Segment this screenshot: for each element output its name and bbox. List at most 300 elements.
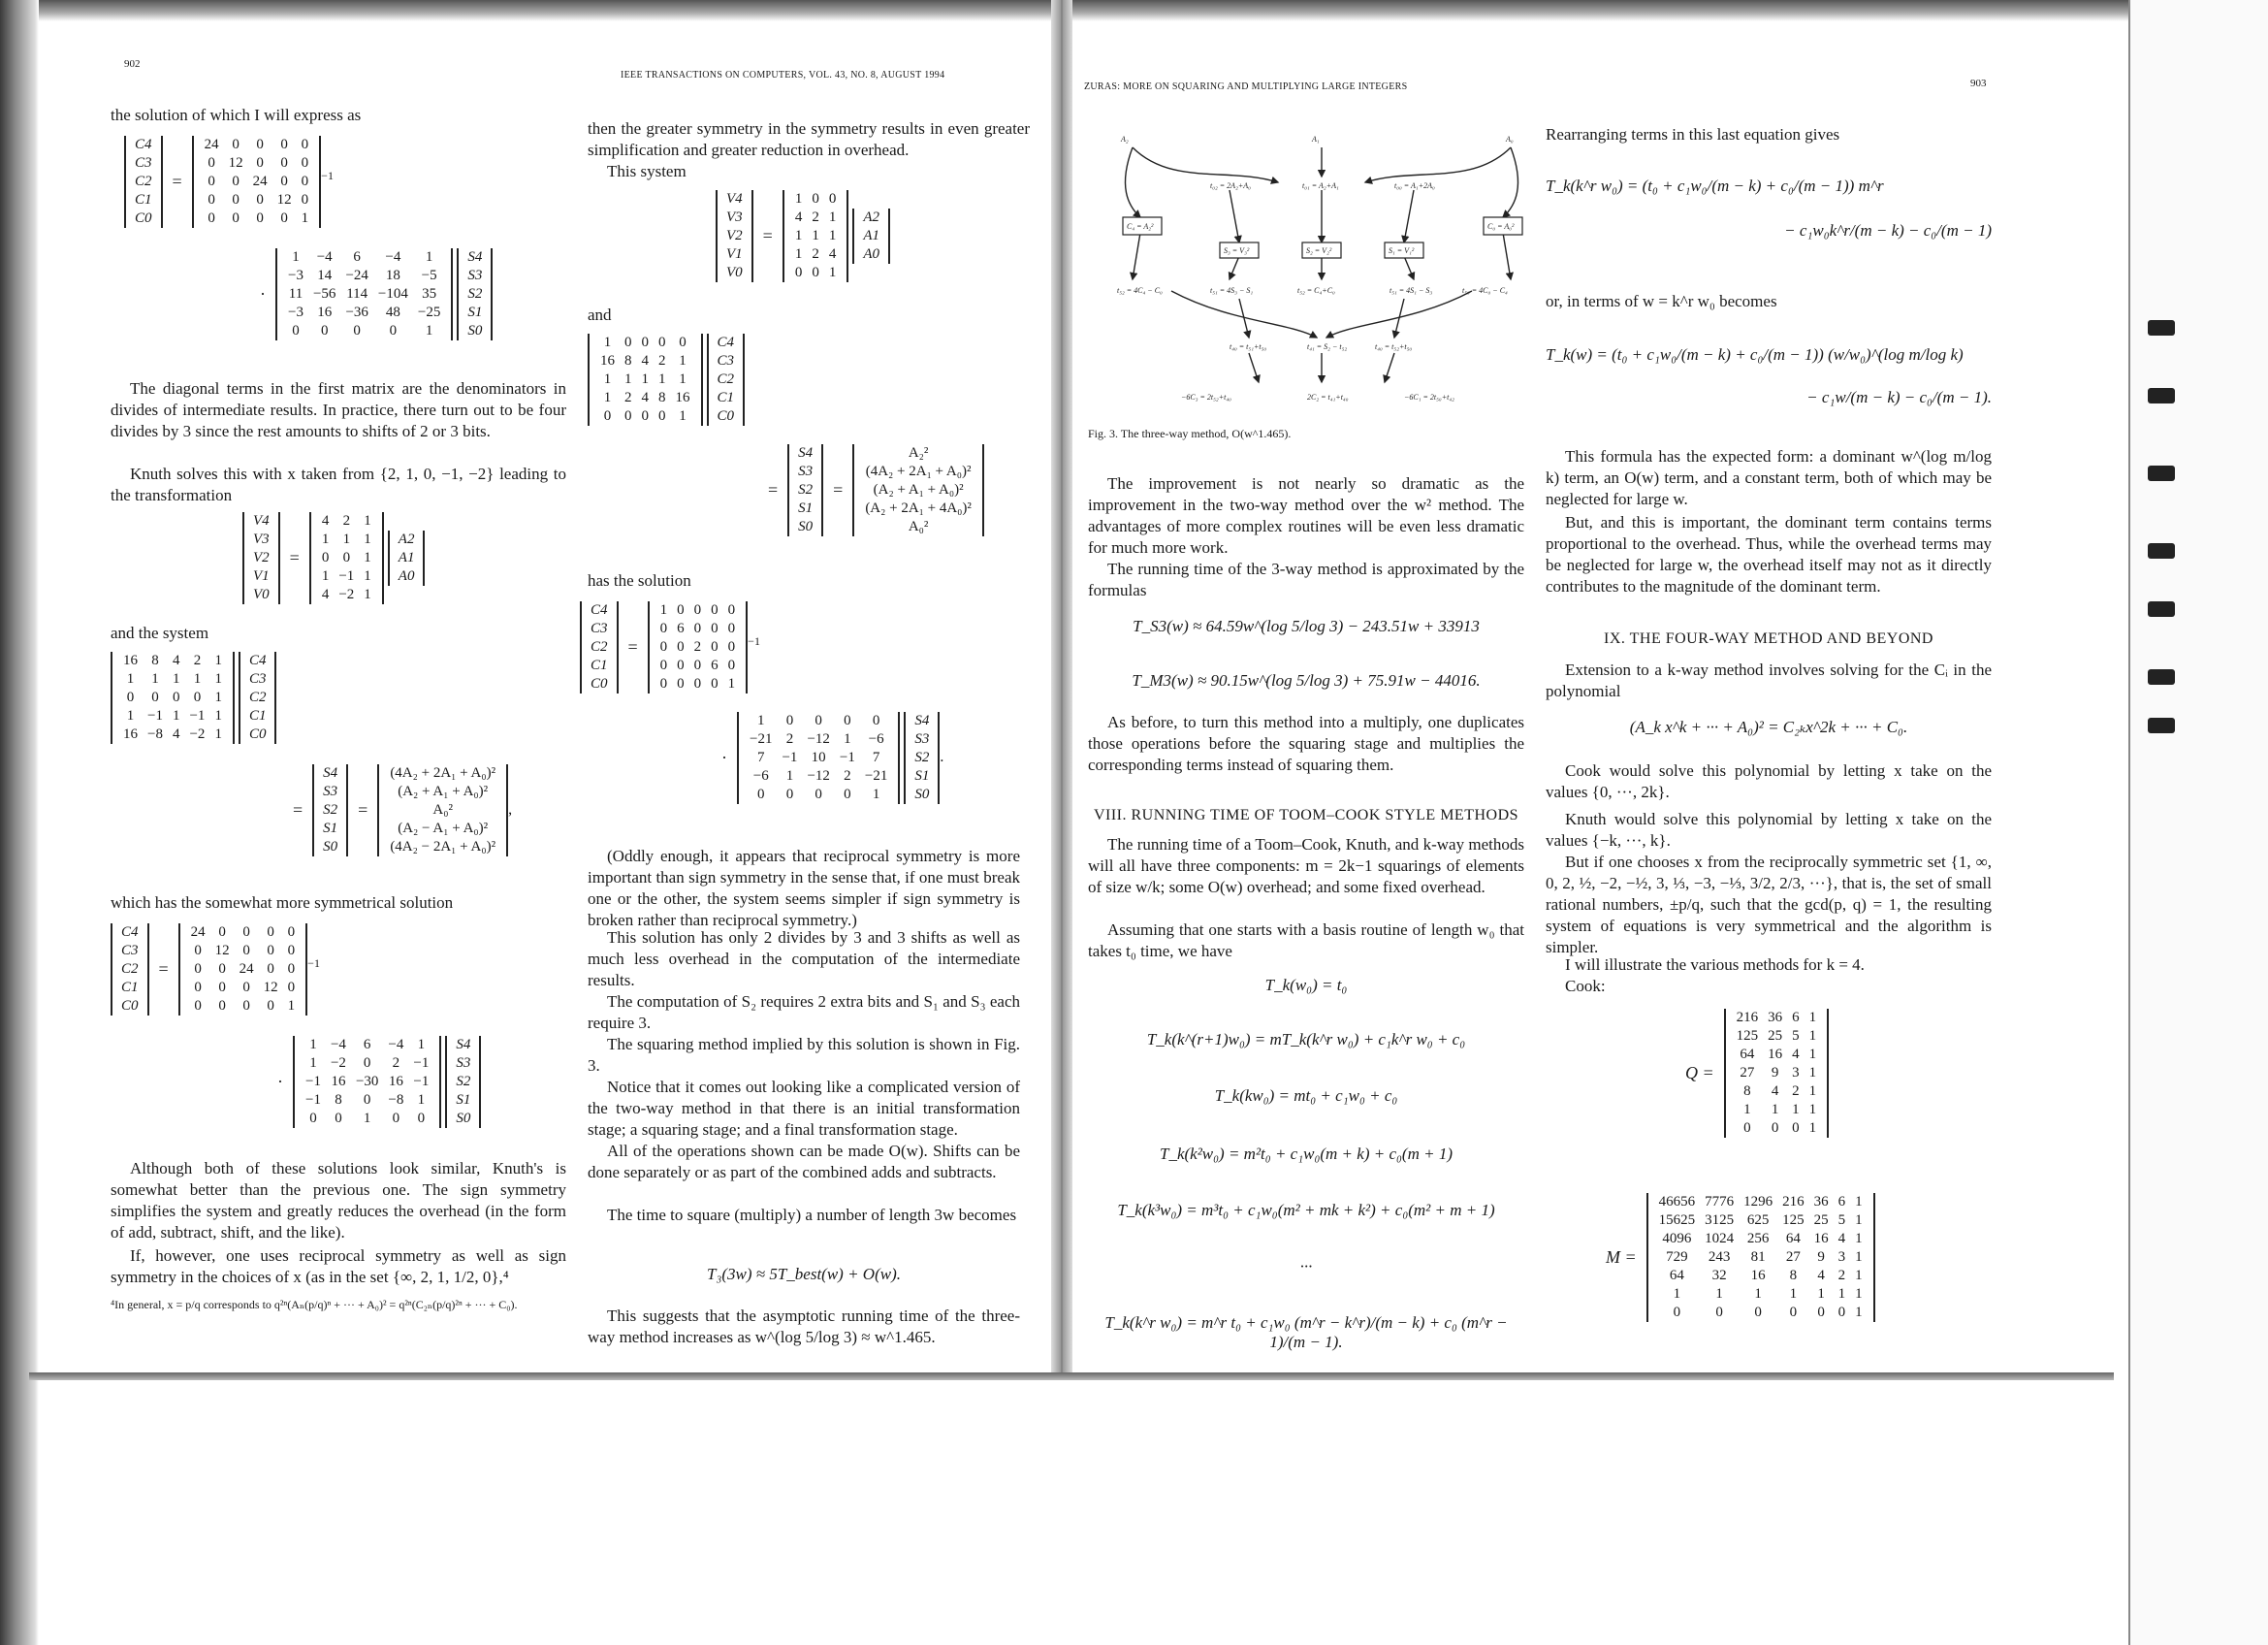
knuth-transform-matrix bbox=[293, 1036, 441, 1128]
matrix-cell: 1 bbox=[1808, 1120, 1817, 1136]
matrix-cell: 1 bbox=[301, 210, 309, 226]
matrix-cell: 12 bbox=[214, 943, 230, 958]
matrix-cell: 24 bbox=[190, 924, 206, 940]
vector-row bbox=[860, 481, 976, 500]
matrix-cell: 625 bbox=[1746, 1212, 1770, 1228]
s-vector bbox=[457, 248, 493, 340]
matrix-cell: 1 bbox=[214, 653, 222, 668]
matrix-cell: 1 bbox=[828, 228, 837, 243]
equation-recip-rhs: = S4 S3 S2 S1 S0 = A₂² (4A₂ + 2A₁ + A₀)² (A₂ + A₁ + A₀)² (A₂ + 2A₁ + 4A₀)² A₀² bbox=[762, 444, 984, 536]
vector-row bbox=[320, 764, 340, 783]
vector-row bbox=[911, 712, 932, 730]
vector-row bbox=[246, 726, 270, 744]
matrix-cell: 4 bbox=[321, 587, 330, 602]
matrix-cell: −21 bbox=[864, 768, 888, 784]
matrix-cell: 0 bbox=[256, 210, 264, 226]
matrix-cell: 0 bbox=[301, 174, 309, 189]
vector-row bbox=[132, 136, 155, 154]
matrix-cell: 12 bbox=[276, 192, 292, 208]
matrix-cell: 64 bbox=[1740, 1047, 1755, 1062]
matrix-cell: 0 bbox=[320, 323, 329, 339]
matrix-cell: 1 bbox=[1855, 1194, 1863, 1210]
svg-text:C₄ = A₂²: C₄ = A₂² bbox=[1127, 222, 1154, 231]
vector-row bbox=[860, 500, 976, 518]
vector-row bbox=[453, 1036, 473, 1054]
vector-cell: C1 bbox=[248, 708, 267, 724]
matrix-row bbox=[745, 712, 892, 730]
equation-polynomial: (A_k x^k + ··· + A₀)² = C₂ₖx^2k + ··· + C₀. bbox=[1629, 718, 1908, 736]
matrix-cell: 1 bbox=[425, 323, 433, 339]
matrix-cell: 7776 bbox=[1705, 1194, 1735, 1210]
matrix-cell: 4 bbox=[828, 246, 837, 262]
vector-row bbox=[250, 586, 272, 604]
page-number-right: 903 bbox=[1970, 78, 1987, 89]
matrix-row bbox=[118, 670, 227, 689]
vector-cell: C1 bbox=[121, 980, 139, 995]
para-then: then the greater symmetry in the symmetry results in even greater simplification and greater reduction in overhead. bbox=[588, 119, 1030, 159]
vector-cell: C2 bbox=[248, 690, 267, 705]
c-vector bbox=[707, 334, 746, 426]
matrix-cell: 1 bbox=[1817, 1286, 1825, 1302]
matrix-cell: 0 bbox=[172, 690, 180, 705]
s-vector bbox=[904, 712, 940, 804]
matrix-cell: 5 bbox=[1792, 1028, 1800, 1044]
matrix-cell: 0 bbox=[232, 137, 240, 152]
matrix-cell: 16 bbox=[600, 353, 615, 369]
matrix-row bbox=[745, 767, 892, 786]
vector-row bbox=[118, 923, 142, 942]
vector-cell: S2 bbox=[798, 482, 814, 498]
matrix-cell: 0 bbox=[292, 323, 300, 339]
matrix-cell: 1 bbox=[794, 191, 803, 207]
book-gutter bbox=[1051, 0, 1072, 1377]
matrix-cell: −3 bbox=[288, 305, 303, 320]
svg-text:t₅₂ = 4C₄ − C₀: t₅₂ = 4C₄ − C₀ bbox=[1117, 286, 1163, 295]
matrix-row bbox=[118, 689, 227, 707]
matrix-cell: 0 bbox=[321, 550, 330, 565]
matrix-cell: 1 bbox=[214, 690, 222, 705]
matrix-row bbox=[655, 638, 741, 657]
equation-recip-solution-transform: · 1 0 0 0 0 −21 2 −12 1 −6 7 −1 10 −1 7 −6 1 −12 2 −21 0 0 0 0 1 S4 S3 S2 S1 S0 . bbox=[721, 713, 944, 802]
diag-matrix bbox=[192, 136, 322, 228]
para-notice: Notice that it comes out looking like a complicated version of the two-way method in that there is an initial transformation stage; a squaring stage; and a final transformation stage. bbox=[588, 1078, 1020, 1139]
matrix-cell: 2 bbox=[812, 210, 819, 225]
para-only: This solution has only 2 divides by 3 and 3 shifts as well as much less overhead in the computation of the intermediate results. bbox=[588, 928, 1020, 989]
page-number-left: 902 bbox=[124, 58, 141, 70]
svg-text:C₀ = A₀²: C₀ = A₀² bbox=[1487, 222, 1515, 231]
matrix-cell: 1 bbox=[756, 713, 765, 728]
matrix-cell: 12 bbox=[263, 980, 278, 995]
para-oddly: (Oddly enough, it appears that reciprocal symmetry is more important than sign symmetry in the sense that, if one must break one or the other, the system seems simpler if sign symmetry is broken rather than reciprocal symmetry.) bbox=[588, 847, 1020, 929]
equation-knuth-system bbox=[111, 652, 276, 744]
matrix-row bbox=[186, 923, 301, 942]
matrix-row bbox=[283, 304, 445, 322]
matrix-cell: 4 bbox=[172, 726, 180, 742]
matrix-cell: −1 bbox=[413, 1055, 430, 1071]
matrix-cell: 8 bbox=[1743, 1083, 1751, 1099]
vector-row bbox=[723, 245, 746, 264]
vector-row bbox=[320, 838, 340, 856]
matrix-cell: −2 bbox=[330, 1055, 346, 1071]
matrix-row bbox=[595, 371, 695, 389]
vector-cell: C2 bbox=[591, 639, 608, 655]
matrix-cell: 0 bbox=[208, 192, 215, 208]
matrix-row bbox=[790, 227, 842, 245]
matrix-cell: 6 bbox=[1837, 1194, 1846, 1210]
matrix-row bbox=[283, 322, 445, 340]
matrix-cell: −25 bbox=[417, 305, 441, 320]
vector-row bbox=[588, 675, 611, 693]
vector-cell: C3 bbox=[591, 621, 608, 636]
matrix-cell: 1 bbox=[603, 335, 612, 350]
matrix-cell: 0 bbox=[287, 961, 296, 977]
vector-cell: C3 bbox=[121, 943, 139, 958]
matrix-cell: 1 bbox=[417, 1037, 426, 1052]
matrix-cell: 1 bbox=[785, 768, 794, 784]
para-if-however: If, however, one uses reciprocal symmetry as well as sign symmetry in the choices of x (as in the set {∞, 2, 1, 1/2, 0},⁴ bbox=[111, 1246, 566, 1286]
matrix-cell: 0 bbox=[844, 787, 851, 802]
matrix-cell: 0 bbox=[256, 192, 264, 208]
matrix-row bbox=[200, 154, 314, 173]
matrix-cell: −1 bbox=[338, 568, 355, 584]
vector-row bbox=[588, 601, 611, 620]
equation-ts3: T_S3(w) ≈ 64.59w^(log 5/log 3) − 243.51w + 33913 bbox=[1133, 617, 1480, 635]
matrix-cell: 1 bbox=[1673, 1286, 1681, 1302]
matrix-cell: 0 bbox=[727, 621, 736, 636]
matrix-cell: 7 bbox=[872, 750, 880, 765]
svg-text:S₁ = V₁²: S₁ = V₁² bbox=[1389, 246, 1415, 255]
v-vector bbox=[242, 512, 280, 604]
matrix-cell: −4 bbox=[388, 1037, 404, 1052]
svg-text:t₅₁ = 4S₃ − S₁: t₅₁ = 4S₃ − S₁ bbox=[1210, 286, 1254, 295]
vector-cell: V1 bbox=[726, 246, 743, 262]
matrix-cell: 1 bbox=[363, 1111, 371, 1126]
vector-row bbox=[860, 209, 882, 227]
matrix-cell: 2 bbox=[658, 353, 666, 369]
matrix-cell: 1 bbox=[679, 408, 687, 424]
matrix-cell: 216 bbox=[1782, 1194, 1805, 1210]
vector-row bbox=[453, 1073, 473, 1091]
vector-cell: A0 bbox=[863, 246, 879, 262]
footnote-4: ⁴In general, x = p/q corresponds to q²ⁿ(Aₙ(p/q)ⁿ + ··· + A₀)² = q²ⁿ(C₂ₙ(p/q)²ⁿ + ··· + C₀). bbox=[111, 1298, 518, 1311]
para-computation: The computation of S₂ requires 2 extra bits and S₁ and S₃ each require 3. bbox=[588, 992, 1020, 1032]
matrix-row bbox=[283, 267, 445, 285]
vector-cell: C0 bbox=[248, 726, 267, 742]
matrix-cell: 243 bbox=[1708, 1249, 1731, 1265]
matrix-cell: 6 bbox=[363, 1037, 371, 1052]
vector-cell: S3 bbox=[323, 784, 338, 799]
matrix-cell: 1 bbox=[214, 726, 222, 742]
matrix-cell: 0 bbox=[342, 550, 351, 565]
matrix-cell: 0 bbox=[363, 1055, 371, 1071]
matrix-row bbox=[186, 960, 301, 979]
recip-transform-matrix bbox=[737, 712, 900, 804]
matrix-cell: 0 bbox=[659, 621, 668, 636]
para-illustrate: I will illustrate the various methods for k = 4. bbox=[1565, 955, 1865, 974]
s-vector bbox=[445, 1036, 481, 1128]
matrix-cell: 0 bbox=[679, 335, 687, 350]
vector-row bbox=[715, 334, 738, 352]
matrix-cell: 1 bbox=[828, 210, 837, 225]
matrix-cell: 1 bbox=[309, 1055, 317, 1071]
vector-cell: V4 bbox=[253, 513, 270, 529]
recip-system-matrix bbox=[588, 334, 703, 426]
matrix-cell: 2 bbox=[342, 513, 351, 529]
this-system: This system bbox=[607, 162, 687, 180]
matrix-cell: 0 bbox=[658, 335, 666, 350]
matrix-row bbox=[283, 285, 445, 304]
matrix-cell: 16 bbox=[123, 653, 138, 668]
matrix-cell: 0 bbox=[151, 690, 159, 705]
matrix-cell: 0 bbox=[335, 1111, 342, 1126]
matrix-row bbox=[301, 1091, 433, 1110]
vector-cell: (A₂ + 2A₁ + 4A₀)² bbox=[865, 500, 972, 516]
svg-text:t₄₁ = S₂ − t₅₂: t₄₁ = S₂ − t₅₂ bbox=[1307, 342, 1348, 351]
and-the-system: and the system bbox=[111, 624, 209, 642]
matrix-cell: 0 bbox=[218, 961, 226, 977]
matrix-cell: 0 bbox=[242, 980, 250, 995]
matrix-cell: 0 bbox=[287, 943, 296, 958]
matrix-row bbox=[1654, 1211, 1868, 1230]
vector-row bbox=[118, 960, 142, 979]
matrix-cell: 18 bbox=[385, 268, 400, 283]
matrix-cell: 0 bbox=[677, 676, 685, 692]
vector-cell: S4 bbox=[798, 445, 814, 461]
s-vector bbox=[312, 764, 348, 856]
matrix-cell: −21 bbox=[750, 731, 773, 747]
vector-cell: S3 bbox=[456, 1055, 471, 1071]
matrix-cell: 0 bbox=[301, 137, 309, 152]
matrix-cell: 16 bbox=[1813, 1231, 1829, 1246]
matrix-cell: 1 bbox=[364, 568, 371, 584]
matrix-cell: 16 bbox=[331, 1074, 346, 1089]
matrix-cell: 0 bbox=[641, 408, 649, 424]
matrix-cell: 1 bbox=[214, 671, 222, 687]
equation-ellipsis: ··· bbox=[1299, 1257, 1313, 1275]
matrix-cell: 1 bbox=[872, 787, 880, 802]
matrix-row bbox=[1732, 1119, 1822, 1138]
matrix-cell: 1 bbox=[172, 708, 180, 724]
para-rearranging: Rearranging terms in this last equation gives bbox=[1546, 125, 1840, 144]
matrix-cell: 0 bbox=[658, 408, 666, 424]
matrix-cell: 0 bbox=[267, 924, 274, 940]
matrix-cell: 0 bbox=[1754, 1305, 1762, 1320]
matrix-cell: 1 bbox=[794, 228, 803, 243]
vector-row bbox=[795, 444, 815, 463]
matrix-cell: 4 bbox=[321, 513, 330, 529]
svg-text:S₂ = V₂²: S₂ = V₂² bbox=[1306, 246, 1332, 255]
equation-t-recurrence: T_k(k^(r+1)w₀) = mT_k(k^r w₀) + c₁k^r w₀ + c₀ bbox=[1146, 1030, 1466, 1048]
matrix-row bbox=[301, 1036, 433, 1054]
para-but-if: But if one chooses x from the reciprocally symmetric set {1, ∞, 0, 2, ½, −2, −½, 3, ⅓, −3, −⅓, 3/2, 2/3, ···}, that is, the set of small rational numbers, ±p/q, such that the gcd(p, q) = 1, the resulting system of equations is very symmetrical and the algorithm is simpler. bbox=[1546, 853, 1992, 956]
matrix-cell: 0 bbox=[641, 335, 649, 350]
matrix-cell: 4 bbox=[1837, 1231, 1846, 1246]
matrix-row bbox=[1654, 1285, 1868, 1304]
vector-cell: C4 bbox=[121, 924, 139, 940]
vector-row bbox=[723, 227, 746, 245]
svg-text:S₃ = V₃²: S₃ = V₃² bbox=[1224, 246, 1250, 255]
matrix-cell: −1 bbox=[413, 1074, 430, 1089]
svg-text:t₅₁ = 4S₁ − S₃: t₅₁ = 4S₁ − S₃ bbox=[1390, 286, 1433, 295]
vector-row bbox=[464, 322, 485, 340]
vector-row bbox=[911, 767, 932, 786]
matrix-row bbox=[745, 749, 892, 767]
matrix-cell: 0 bbox=[280, 174, 288, 189]
matrix-cell: 11 bbox=[288, 286, 303, 302]
matrix-cell: 16 bbox=[1768, 1047, 1783, 1062]
matrix-cell: 2 bbox=[392, 1055, 400, 1071]
matrix-cell: 0 bbox=[677, 639, 685, 655]
vector-cell: C0 bbox=[135, 210, 152, 226]
svg-text:t₄₀ = t₅₁+t₅₀: t₄₀ = t₅₁+t₅₀ bbox=[1230, 342, 1267, 351]
para-cook: Cook would solve this polynomial by letting x take on the values {0, ···, 2k}. bbox=[1546, 761, 1992, 801]
vector-cell: V2 bbox=[726, 228, 743, 243]
vector-row bbox=[453, 1054, 473, 1073]
matrix-cell: 0 bbox=[812, 265, 819, 280]
matrix-cell: 4 bbox=[1771, 1083, 1779, 1099]
svg-text:t₀₀ = A₁+2A₀: t₀₀ = A₁+2A₀ bbox=[1394, 181, 1435, 190]
vector-cell: A2 bbox=[863, 210, 879, 225]
matrix-cell: 2 bbox=[812, 246, 819, 262]
vector-cell: V1 bbox=[253, 568, 270, 584]
matrix-cell: 1 bbox=[364, 532, 371, 547]
matrix-cell: −2 bbox=[338, 587, 355, 602]
vector-cell: S3 bbox=[798, 464, 814, 479]
matrix-row bbox=[186, 942, 301, 960]
vector-row bbox=[320, 820, 340, 838]
matrix-cell: 1 bbox=[1715, 1286, 1723, 1302]
matrix-cell: 64 bbox=[1669, 1268, 1684, 1283]
transform-matrix bbox=[275, 248, 453, 340]
matrix-cell: 2 bbox=[844, 768, 851, 784]
vector-row bbox=[860, 245, 882, 264]
vector-cell: S3 bbox=[467, 268, 483, 283]
matrix-cell: 1 bbox=[812, 228, 819, 243]
matrix-cell: 0 bbox=[624, 335, 632, 350]
matrix-row bbox=[283, 248, 445, 267]
matrix-cell: 1 bbox=[1792, 1102, 1800, 1117]
vector-cell: C4 bbox=[135, 137, 152, 152]
matrix-cell: 0 bbox=[1743, 1120, 1751, 1136]
matrix-cell: 1 bbox=[1837, 1286, 1846, 1302]
figure-3-caption: Fig. 3. The three-way method, O(w^1.465). bbox=[1088, 427, 1292, 440]
matrix-cell: 4 bbox=[1792, 1047, 1800, 1062]
matrix-row bbox=[790, 209, 842, 227]
matrix-cell: 1 bbox=[1855, 1212, 1863, 1228]
matrix-row bbox=[1654, 1193, 1868, 1211]
matrix-cell: 0 bbox=[287, 924, 296, 940]
or-in-terms: or, in terms of w = k^r w₀ becomes bbox=[1546, 292, 1777, 310]
matrix-cell: 0 bbox=[208, 155, 215, 171]
matrix-cell: 12 bbox=[228, 155, 243, 171]
matrix-cell: 0 bbox=[242, 924, 250, 940]
matrix-cell: 1 bbox=[364, 550, 371, 565]
vector-row bbox=[320, 801, 340, 820]
matrix-cell: 81 bbox=[1750, 1249, 1766, 1265]
vector-cell: (4A₂ + 2A₁ + A₀)² bbox=[865, 464, 972, 479]
and-label: and bbox=[588, 306, 612, 324]
para-as-before: As before, to turn this method into a multiply, one duplicates those operations before the squaring stage and multiplies the corresponding terms instead of squaring them. bbox=[1088, 713, 1524, 774]
matrix-cell: 1 bbox=[603, 390, 612, 405]
knuth-rhs-vector bbox=[377, 764, 508, 856]
equation-knuth-rhs: = S4 S3 S2 S1 S0 = (4A₂ + 2A₁ + A₀)² (A₂ + A₁ + A₀)² A₀² (A₂ − A₁ + A₀)² (4A₂ − 2A₁ + A₀)² , bbox=[293, 765, 513, 855]
equation-rearranged-2: − c₁w₀k^r/(m − k) − c₀/(m − 1) bbox=[1784, 221, 1992, 240]
matrix-cell: 0 bbox=[218, 924, 226, 940]
vector-row bbox=[715, 371, 738, 389]
matrix-cell: 1024 bbox=[1705, 1231, 1735, 1246]
matrix-cell: 0 bbox=[218, 980, 226, 995]
matrix-cell: 2 bbox=[1792, 1083, 1800, 1099]
matrix-cell: 0 bbox=[603, 408, 612, 424]
matrix-row bbox=[317, 549, 376, 567]
matrix-cell: 1 bbox=[364, 587, 371, 602]
para-diagonal: The diagonal terms in the first matrix are the denominators in divides of intermediate results. In practice, there turn out to be four divides by 3 since the rest amounts to shifts of 2 or 3 bits. bbox=[111, 379, 566, 440]
matrix-row bbox=[1732, 1064, 1822, 1082]
matrix-cell: 0 bbox=[267, 998, 274, 1014]
matrix-cell: 8 bbox=[624, 353, 632, 369]
equation-knuth-solution: C4 C3 C2 C1 C0 = 24 0 0 0 0 0 12 0 0 0 0 0 24 0 0 0 0 0 12 0 0 0 0 0 1 $^{-1}$ bbox=[111, 923, 320, 1016]
matrix-cell: −4 bbox=[385, 249, 401, 265]
matrix-cell: 0 bbox=[208, 174, 215, 189]
matrix-cell: 8 bbox=[151, 653, 159, 668]
vector-row bbox=[385, 820, 500, 838]
q-matrix bbox=[1724, 1009, 1830, 1138]
matrix-cell: 0 bbox=[693, 621, 702, 636]
matrix-cell: −4 bbox=[316, 249, 333, 265]
matrix-cell: 0 bbox=[794, 265, 803, 280]
matrix-cell: 9 bbox=[1817, 1249, 1825, 1265]
matrix-cell: 6 bbox=[1792, 1010, 1800, 1025]
svg-text:−6C₁ = 2t₅₀+t₄₂: −6C₁ = 2t₅₀+t₄₂ bbox=[1404, 393, 1454, 402]
vector-row bbox=[795, 481, 815, 500]
matrix-cell: 1 bbox=[1855, 1231, 1863, 1246]
para-but: But, and this is important, the dominant term contains terms proportional to the overhead. Thus, while the overhead terms may be neglected for large w, the overhead itself may not as it directly contributes to the magnitude of the dominant term. bbox=[1546, 513, 1992, 596]
matrix-cell: 0 bbox=[194, 961, 202, 977]
matrix-cell: 1 bbox=[679, 353, 687, 369]
vector-cell: C3 bbox=[717, 353, 735, 369]
equation-tm3: T_M3(w) ≈ 90.15w^(log 5/log 3) + 75.91w − 44016. bbox=[1132, 671, 1481, 690]
matrix-cell: 1 bbox=[1754, 1286, 1762, 1302]
matrix-cell: 0 bbox=[711, 621, 719, 636]
vector-cell: V3 bbox=[253, 532, 270, 547]
matrix-cell: 8 bbox=[658, 390, 666, 405]
svg-text:A₁: A₁ bbox=[1312, 135, 1320, 144]
running-head-right: ZURAS: MORE ON SQUARING AND MULTIPLYING LARGE INTEGERS bbox=[1084, 81, 1408, 92]
matrix-cell: 1 bbox=[659, 602, 668, 618]
matrix-cell: 0 bbox=[389, 323, 398, 339]
matrix-cell: 1 bbox=[658, 371, 666, 387]
vector-cell: A₀² bbox=[908, 519, 929, 534]
para-extension: Extension to a k-way method involves solving for the Cᵢ in the polynomial bbox=[1546, 661, 1992, 700]
matrix-cell: 0 bbox=[232, 192, 240, 208]
matrix-cell: 36 bbox=[1813, 1194, 1829, 1210]
matrix-row bbox=[118, 726, 227, 744]
equation-first-transform: · 1 −4 6 −4 1 −3 14 −24 18 −5 11 −56 114 −104 35 −3 16 −36 48 −25 0 0 0 0 1 S4 S3 S2 S1 S0 bbox=[254, 248, 493, 340]
matrix-cell: 0 bbox=[1715, 1305, 1723, 1320]
matrix-cell: 114 bbox=[346, 286, 368, 302]
matrix-cell: 0 bbox=[1817, 1305, 1825, 1320]
matrix-row bbox=[186, 979, 301, 997]
vector-row bbox=[118, 997, 142, 1016]
matrix-cell: 1 bbox=[309, 1037, 317, 1052]
s-vector bbox=[787, 444, 823, 536]
edge-mark bbox=[2148, 718, 2175, 733]
vector-row bbox=[860, 518, 976, 536]
vector-cell: C1 bbox=[135, 192, 152, 208]
vector-cell: A0 bbox=[398, 568, 415, 584]
equation-t-k: T_k(kw₀) = mt₀ + c₁w₀ + c₀ bbox=[1214, 1086, 1398, 1105]
equation-t-base: T_k(w₀) = t₀ bbox=[1264, 976, 1348, 994]
